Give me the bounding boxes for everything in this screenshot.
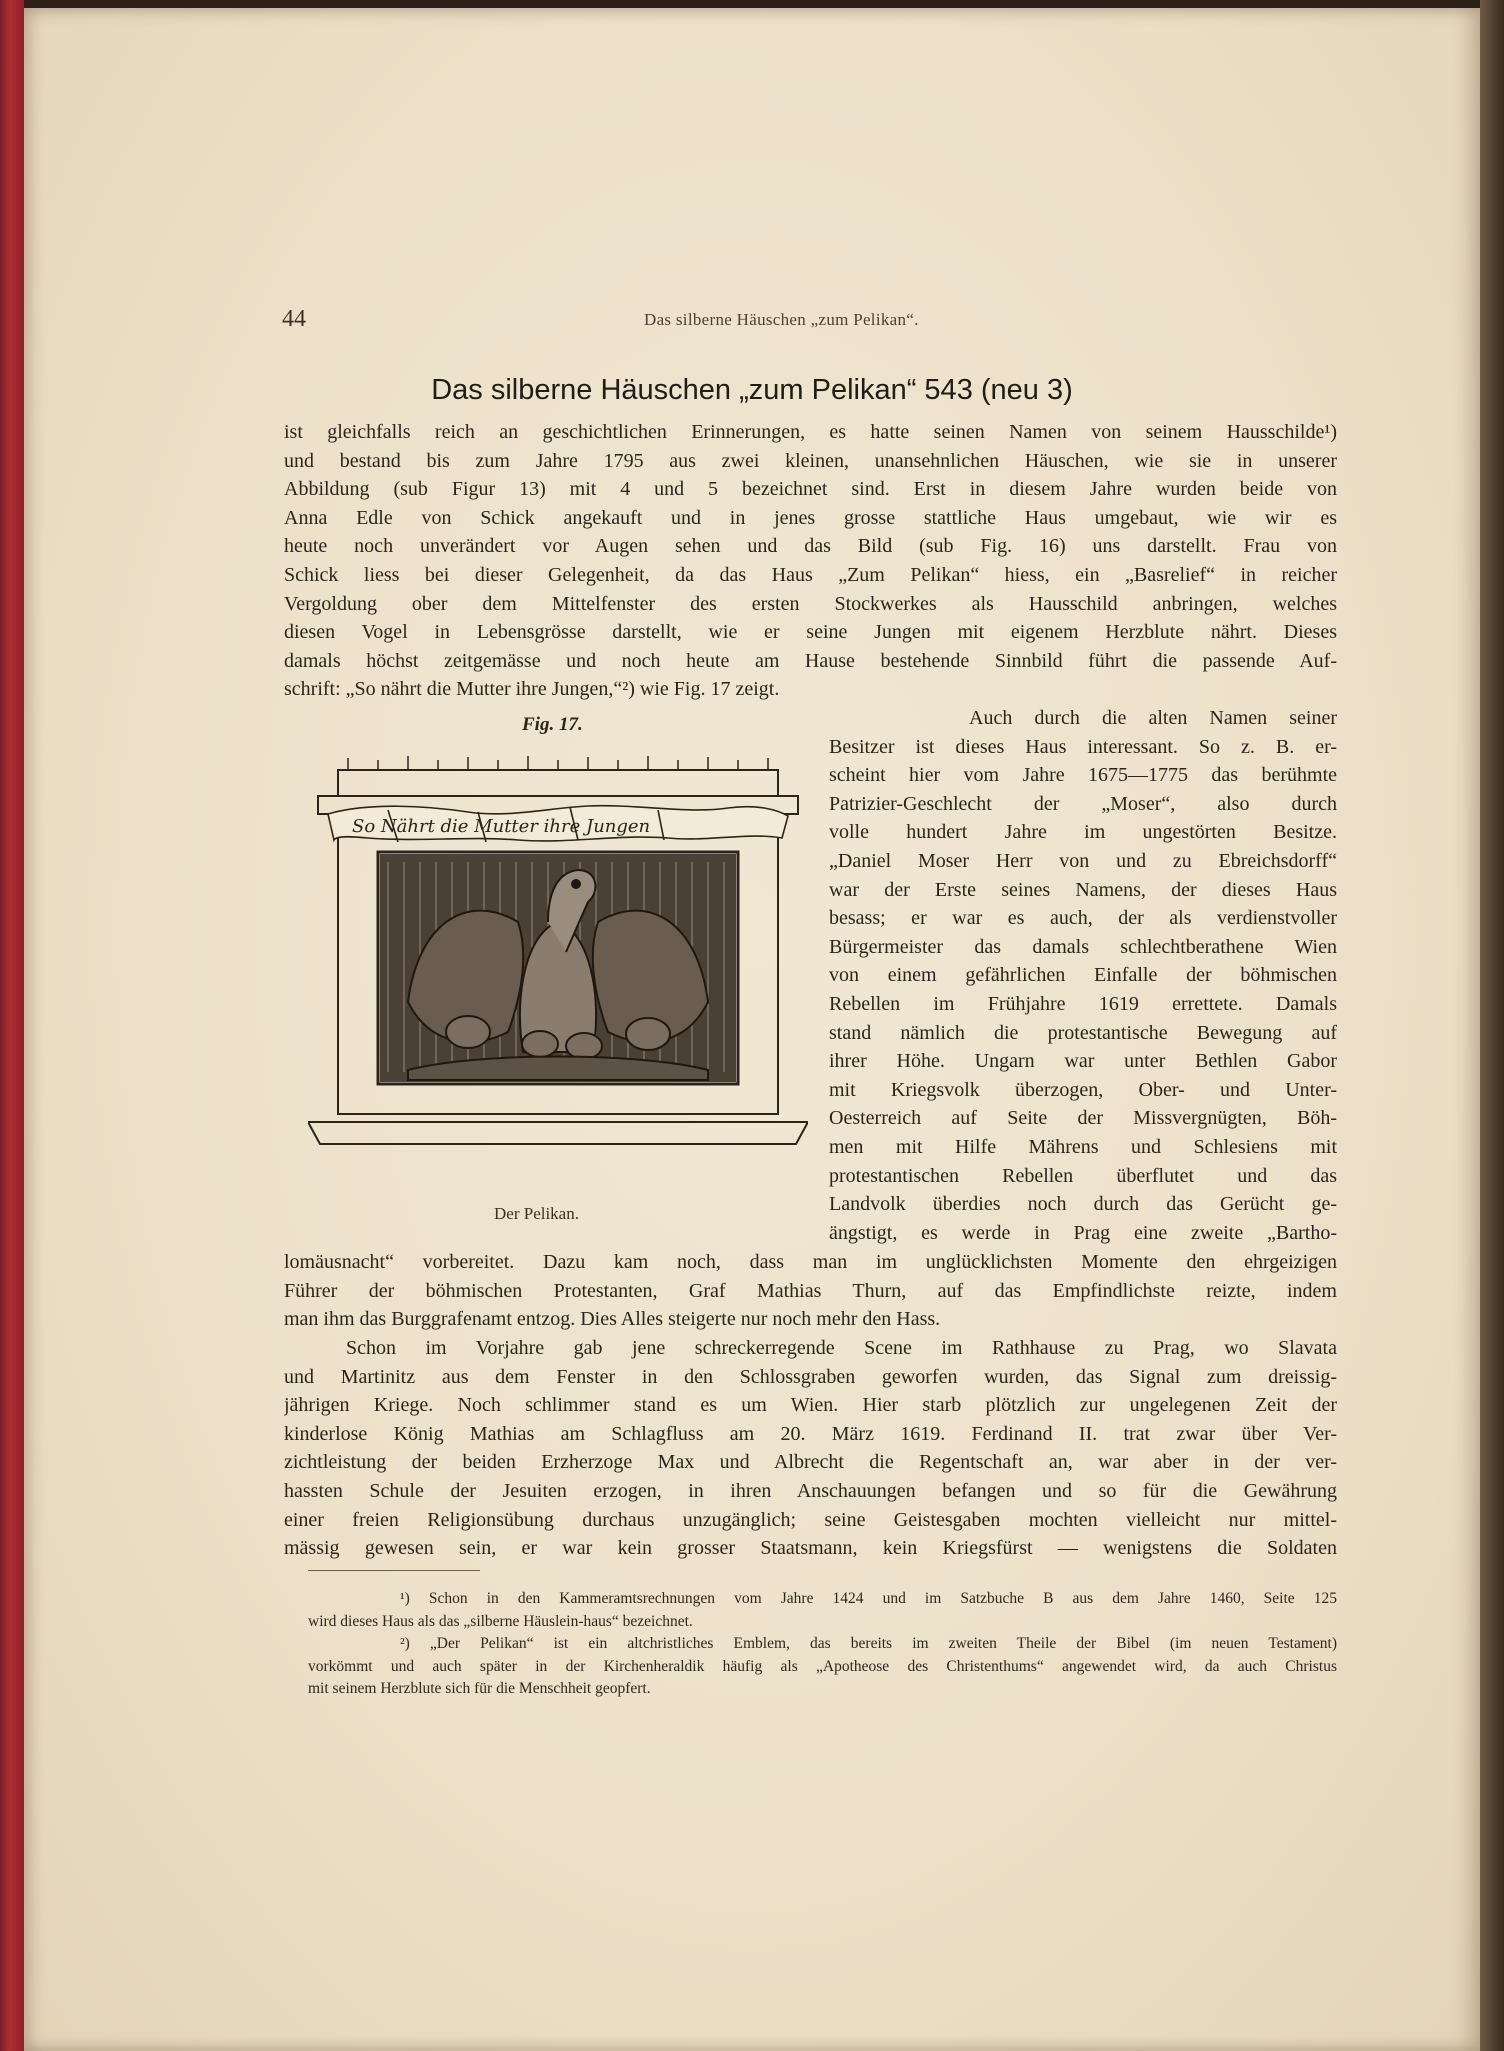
footnote-line: ¹) Schon in den Kammeramtsrechnungen vom Jahre 1424 und im Satzbuche B aus dem Jahre 1460, Seite 125 bbox=[400, 1590, 1337, 1607]
footnote-line: wird dieses Haus als das „silberne Häuslein-haus“ bezeichnet. bbox=[308, 1612, 693, 1630]
text-line: besass; er war es auch, der als verdienstvoller bbox=[829, 907, 1337, 930]
chick bbox=[522, 1031, 558, 1057]
footnote-line: mit seinem Herzblute sich für die Menschheit geopfert. bbox=[308, 1680, 651, 1697]
text-line: Auch durch die alten Namen seiner bbox=[969, 707, 1337, 729]
text-line: ist gleichfalls reich an geschichtlichen Erinnerungen, es hatte seinen Namen von seinem Hausschilde¹) bbox=[284, 421, 1337, 443]
text-line: men mit Hilfe Mährens und Schlesiens mit bbox=[829, 1135, 1337, 1158]
book-cover-edge bbox=[0, 0, 24, 2051]
text-line: von einem gefährlichen Einfalle der böhmischen bbox=[829, 964, 1337, 987]
text-line: „Daniel Moser Herr von und zu Ebreichsdorff“ bbox=[829, 849, 1337, 872]
text-line: Rebellen im Frühjahre 1619 errettete. Damals bbox=[829, 992, 1337, 1015]
text-line: kinderlose König Mathias am Schlagfluss am 20. März 1619. Ferdinand II. trat zwar über Ver- bbox=[284, 1422, 1337, 1445]
footnote-line: vorkömmt und auch später in der Kirchenheraldik häufig als „Apotheose des Christenthums“ angewendet wird, da auch Christus bbox=[308, 1657, 1337, 1675]
pelican-relief-illustration bbox=[308, 752, 808, 1192]
cornice bbox=[338, 770, 778, 796]
text-line: ängstigt, es werde in Prag eine zweite „Bartho- bbox=[829, 1221, 1337, 1244]
footnotes bbox=[308, 1588, 1337, 1701]
text-line: man ihm das Burggrafenamt entzog. Dies Alles steigerte nur noch mehr den Hass. bbox=[284, 1308, 941, 1331]
relief-panel bbox=[380, 854, 736, 1082]
footnote-line: ²) „Der Pelikan“ ist ein altchristliches Emblem, das bereits im zweiten Theile der Bibel (im neuen Testament) bbox=[400, 1635, 1337, 1652]
section-title: Das silberne Häuschen „zum Pelikan“ 543 (neu 3) bbox=[431, 374, 1073, 406]
text-line: hassten Schule der Jesuiten erzogen, in ihren Anschauungen befangen und so für die Gewährung bbox=[284, 1479, 1337, 1502]
text-line: diesen Vogel in Lebensgrösse darstellt, wie er seine Jungen mit eigenem Herzblute nährt. Dieses bbox=[284, 621, 1337, 644]
book-page bbox=[24, 8, 1480, 2051]
text-line: und Martinitz aus dem Fenster in den Schlossgraben geworfen wurden, das Signal zum dreissig- bbox=[284, 1365, 1337, 1388]
page-stack-edge bbox=[1480, 0, 1504, 2051]
text-line: Oesterreich auf Seite der Missvergnügten, Böh- bbox=[829, 1107, 1337, 1130]
text-line: Landvolk überdies noch durch das Gerücht ge- bbox=[829, 1193, 1337, 1216]
text-line: war der Erste seines Namens, der dieses Haus bbox=[829, 878, 1337, 901]
text-line: Abbildung (sub Figur 13) mit 4 und 5 bezeichnet sind. Erst in diesem Jahre wurden beide von bbox=[284, 478, 1337, 501]
text-line: mit Kriegsvolk überzogen, Ober- und Unter- bbox=[829, 1078, 1337, 1101]
text-line: jährigen Kriege. Noch schlimmer stand es um Wien. Hier starb plötzlich zur ungelegenen Zeit der bbox=[284, 1394, 1337, 1417]
text-line: einer freien Religionsübung durchaus unzugänglich; seine Geistesgaben mochten vielleicht nur mittel- bbox=[284, 1508, 1337, 1531]
text-line: Schick liess bei dieser Gelegenheit, da das Haus „Zum Pelikan“ hiess, ein „Basrelief“ in reicher bbox=[284, 563, 1337, 586]
chick bbox=[446, 1016, 490, 1048]
text-line: und bestand bis zum Jahre 1795 aus zwei kleinen, unansehnlichen Häuschen, wie sie in unserer bbox=[284, 449, 1337, 472]
chick bbox=[626, 1018, 670, 1050]
text-line: damals höchst zeitgemässe und noch heute am Hause bestehende Sinnbild führt die passende Auf- bbox=[284, 649, 1337, 672]
running-head bbox=[24, 298, 1480, 338]
banner-text: So Nährt die Mutter ihre Jungen bbox=[352, 816, 651, 837]
footnote-rule bbox=[308, 1570, 480, 1571]
text-line: Anna Edle von Schick angekauft und in jenes grosse stattliche Haus umgebaut, wie wir es bbox=[284, 506, 1337, 529]
text-line: schrift: „So nährt die Mutter ihre Jungen,“²) wie Fig. 17 zeigt. bbox=[284, 678, 780, 701]
paragraph-2-column bbox=[829, 704, 1337, 1247]
text-line: scheint hier vom Jahre 1675—1775 das berühmte bbox=[829, 764, 1337, 787]
base-ledge bbox=[308, 1122, 808, 1144]
text-line: Patrizier-Geschlecht der „Moser“, also durch bbox=[829, 792, 1337, 815]
text-line: Bürgermeister das damals schlechtberathene Wien bbox=[829, 935, 1337, 958]
page-number: 44 bbox=[282, 306, 306, 332]
text-line: Besitzer ist dieses Haus interessant. So z. B. er- bbox=[829, 735, 1337, 758]
chick bbox=[566, 1033, 602, 1059]
paragraph-3 bbox=[284, 1334, 1337, 1563]
figure-caption: Fig. 17. bbox=[522, 714, 583, 735]
text-line: Führer der böhmischen Protestanten, Graf Mathias Thurn, auf das Empfindlichste reizte, indem bbox=[284, 1279, 1337, 1302]
text-line: protestantischen Rebellen überflutet und das bbox=[829, 1164, 1337, 1187]
figure-label: Der Pelikan. bbox=[494, 1204, 579, 1223]
text-line: Schon im Vorjahre gab jene schreckerregende Scene im Rathhause zu Prag, wo Slavata bbox=[346, 1337, 1337, 1359]
paragraph-2-full bbox=[284, 1248, 1337, 1334]
text-line: ihrer Höhe. Ungarn war unter Bethlen Gabor bbox=[829, 1050, 1337, 1073]
text-line: heute noch unverändert vor Augen sehen und das Bild (sub Fig. 16) uns darstellt. Frau von bbox=[284, 535, 1337, 558]
text-line: lomäusnacht“ vorbereitet. Dazu kam noch, dass man im unglücklichsten Momente den ehrgeizigen bbox=[284, 1251, 1337, 1273]
text-line: volle hundert Jahre im ungestörten Besitze. bbox=[829, 821, 1337, 844]
running-title: Das silberne Häuschen „zum Pelikan“. bbox=[644, 310, 919, 329]
paragraph-1 bbox=[284, 418, 1337, 704]
text-line: mässig gewesen sein, er war kein grosser Staatsmann, kein Kriegsfürst — wenigstens die Soldaten bbox=[284, 1537, 1337, 1560]
text-line: stand nämlich die protestantische Bewegung auf bbox=[829, 1021, 1337, 1044]
text-line: Vergoldung ober dem Mittelfenster des ersten Stockwerkes als Hausschild anbringen, welches bbox=[284, 592, 1337, 615]
text-line: zichtleistung der beiden Erzherzoge Max und Albrecht die Regentschaft an, war aber in der ver- bbox=[284, 1451, 1337, 1474]
